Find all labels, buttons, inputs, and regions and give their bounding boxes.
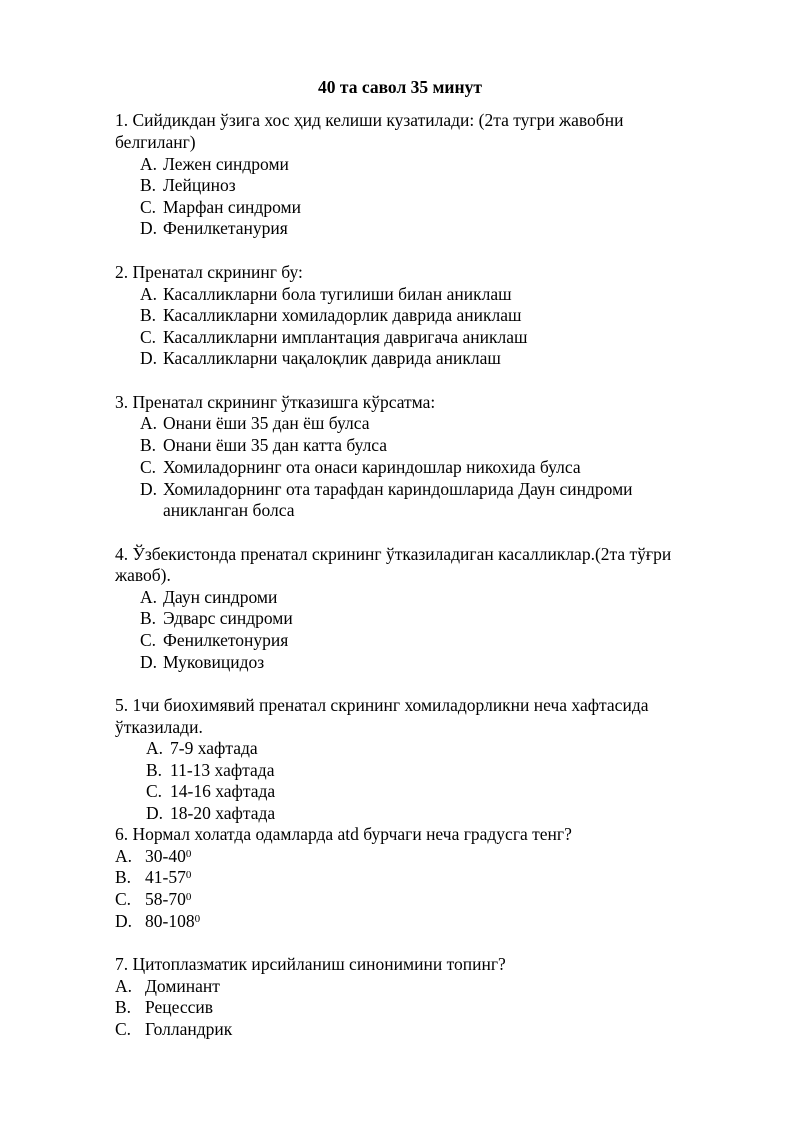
option-text: 14-16 хафтада bbox=[170, 781, 276, 801]
option-text: Онани ёши 35 дан катта булса bbox=[163, 435, 388, 455]
option-text: Лейциноз bbox=[163, 175, 236, 195]
question-3-text: 3. Пренатал скрининг ўтказишга кўрсатма: bbox=[115, 392, 436, 412]
option-letter: A. bbox=[115, 976, 133, 996]
option-letter: B. bbox=[140, 435, 157, 455]
option-text: Касалликларни имплантация давригача аниклаш bbox=[163, 327, 528, 347]
option-text: Фенилкетанурия bbox=[163, 218, 288, 238]
option-letter: B. bbox=[115, 997, 132, 1017]
option-text: 7-9 хафтада bbox=[170, 738, 258, 758]
option-text-line-1: Хомиладорнинг ота тарафдан кариндошларида Даун синдроми bbox=[163, 479, 633, 499]
option-letter: B. bbox=[140, 175, 157, 195]
option-text: Онани ёши 35 дан ёш булса bbox=[163, 413, 370, 433]
option-letter: C. bbox=[140, 630, 157, 650]
question-5-text-line-2: ўтказилади. bbox=[115, 717, 203, 737]
option-letter: B. bbox=[140, 305, 157, 325]
option-letter: D. bbox=[140, 652, 158, 672]
option-text: 18-20 хафтада bbox=[170, 803, 276, 823]
option-text: 41-57 bbox=[145, 867, 186, 887]
option-letter: A. bbox=[140, 413, 158, 433]
option-letter: A. bbox=[140, 284, 158, 304]
option-text: Касалликларни чақалоқлик даврида аниклаш bbox=[163, 348, 501, 368]
option-text-line-2: аникланган болса bbox=[163, 500, 295, 520]
option-text: Марфан синдроми bbox=[163, 197, 301, 217]
option-text: Фенилкетонурия bbox=[163, 630, 289, 650]
option-text: 80-108 bbox=[145, 911, 195, 931]
question-1-text-line-2: белгиланг) bbox=[115, 132, 196, 152]
option-text: Рецессив bbox=[145, 997, 214, 1017]
option-text: 58-70 bbox=[145, 889, 186, 909]
option-text: Касалликларни бола тугилиши билан аниклаш bbox=[163, 284, 512, 304]
option-letter: C. bbox=[140, 457, 157, 477]
option-letter: D. bbox=[140, 348, 158, 368]
degree-superscript: 0 bbox=[185, 869, 192, 881]
option-text: Доминант bbox=[145, 976, 220, 996]
question-4-text-line-1: 4. Ўзбекистонда пренатал скрининг ўтказиладиган касалликлар.(2та тўғри bbox=[115, 544, 672, 564]
option-letter: B. bbox=[146, 760, 163, 780]
option-letter: B. bbox=[140, 608, 157, 628]
option-letter: D. bbox=[140, 218, 158, 238]
document-title: 40 та савол 35 минут bbox=[318, 77, 482, 97]
question-6-text: 6. Нормал холатда одамларда atd бурчаги неча градусга тенг? bbox=[115, 824, 572, 844]
option-text: Голландрик bbox=[145, 1019, 233, 1039]
option-letter: C. bbox=[146, 781, 163, 801]
option-text: 30-40 bbox=[145, 846, 186, 866]
option-letter: D. bbox=[146, 803, 164, 823]
option-letter: A. bbox=[146, 738, 164, 758]
option-text: Касалликларни хомиладорлик даврида аниклаш bbox=[163, 305, 522, 325]
option-text: 11-13 хафтада bbox=[170, 760, 275, 780]
option-letter: A. bbox=[140, 154, 158, 174]
option-text: Хомиладорнинг ота онаси кариндошлар никохида булса bbox=[163, 457, 581, 477]
option-letter: C. bbox=[140, 197, 157, 217]
option-letter: B. bbox=[115, 867, 132, 887]
option-letter: A. bbox=[140, 587, 158, 607]
option-letter: D. bbox=[140, 479, 158, 499]
question-5-text-line-1: 5. 1чи биохимявий пренатал скрининг хомиладорликни неча хафтасида bbox=[115, 695, 649, 715]
question-4-text-line-2: жавоб). bbox=[115, 565, 171, 585]
option-letter: C. bbox=[140, 327, 157, 347]
degree-superscript: 0 bbox=[194, 913, 201, 925]
option-letter: C. bbox=[115, 889, 132, 909]
option-text: Муковицидоз bbox=[163, 652, 265, 672]
question-1-text-line-1: 1. Сийдикдан ўзига хос ҳид келиши кузатилади: (2та тугри жавобни bbox=[115, 110, 624, 130]
option-letter: D. bbox=[115, 911, 133, 931]
degree-superscript: 0 bbox=[185, 891, 192, 903]
option-letter: C. bbox=[115, 1019, 132, 1039]
option-text: Лежен синдроми bbox=[163, 154, 289, 174]
option-text: Эдварс синдроми bbox=[163, 608, 293, 628]
question-7-text: 7. Цитоплазматик ирсийланиш синонимини топинг? bbox=[115, 954, 506, 974]
option-text: Даун синдроми bbox=[163, 587, 278, 607]
question-2-text: 2. Пренатал скрининг бу: bbox=[115, 262, 303, 282]
degree-superscript: 0 bbox=[185, 848, 192, 860]
option-letter: A. bbox=[115, 846, 133, 866]
